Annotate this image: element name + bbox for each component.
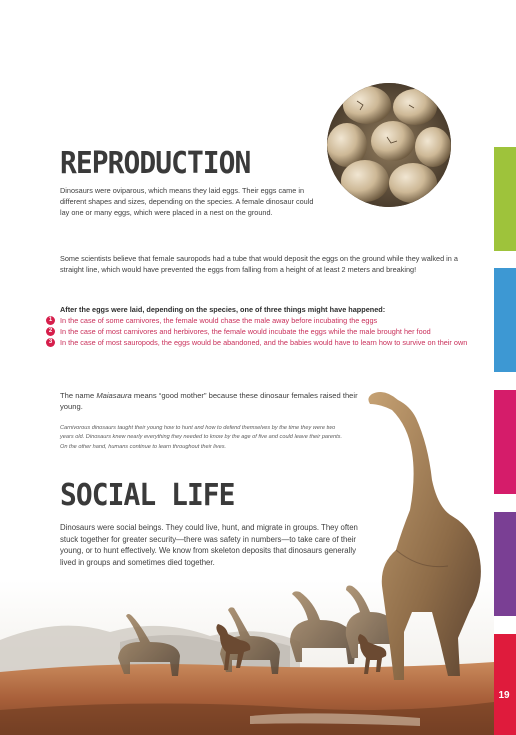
reproduction-paragraph-1: Dinosaurs were oviparous, which means they laid eggs. Their eggs came in different shapes and sizes, depending on the species. A female dinosaur could lay one or many eggs, which were placed in a nest on the ground. xyxy=(60,186,314,218)
list-item xyxy=(46,315,486,326)
maiasaura-text-start: The name xyxy=(60,391,97,400)
section-tab-purple xyxy=(494,512,516,616)
list-item-text: In the case of most carnivores and herbivores, the female would incubate the eggs while the male brought her food xyxy=(60,327,431,337)
maiasaura-text-end: means “good mother” because these dinosaur females raised their young. xyxy=(60,391,358,412)
section-tab-pink xyxy=(494,390,516,494)
reproduction-heading: REPRODUCTION xyxy=(60,146,251,181)
carnivore-learning-caption: Carnivorous dinosaurs taught their young how to hunt and how to defend themselves by the time they were two years old. Dinosaurs knew nearly everything they needed to know by the age of five and could leave their parents. On the other hand, humans continue to learn throughout their lives. xyxy=(60,425,343,450)
list-item-text: In the case of some carnivores, the female would chase the male away before incubating the eggs xyxy=(60,316,378,325)
section-tab-green xyxy=(494,147,516,251)
list-item xyxy=(46,337,486,348)
page-number: 19 xyxy=(498,690,510,701)
list-item xyxy=(46,326,486,337)
dinosaur-eggs-photo xyxy=(327,83,451,207)
maiasaura-name: Maiasaura xyxy=(96,391,132,400)
section-tab-blue xyxy=(494,268,516,372)
social-life-heading: SOCIAL LIFE xyxy=(60,478,235,513)
reproduction-paragraph-2: Some scientists believe that female sauropods had a tube that would deposit the eggs on the ground while they walked in a straight line, which would have prevented the eggs from falling from a height of at least 2 meters and breaking! xyxy=(60,254,458,275)
outcomes-intro: After the eggs were laid, depending on the species, one of three things might have happened: xyxy=(60,305,386,314)
list-item-text: In the case of most sauropods, the eggs would be abandoned, and the babies would have to learn how to survive on their own xyxy=(60,338,468,348)
maiasaura-note xyxy=(60,390,360,412)
number-badge-3: 3 xyxy=(46,338,55,347)
number-badge-1: 1 xyxy=(46,316,55,325)
number-badge-2: 2 xyxy=(46,327,55,336)
outcomes-list xyxy=(46,315,486,349)
social-life-paragraph: Dinosaurs were social beings. They could live, hunt, and migrate in groups. They often stuck together for greater security—there was safety in numbers—to take care of their young, or to hunt effectively. We know from skeleton deposits that dinosaurs generally lived in groups and sometimes died together. xyxy=(60,523,358,567)
section-tab-red xyxy=(494,634,516,735)
